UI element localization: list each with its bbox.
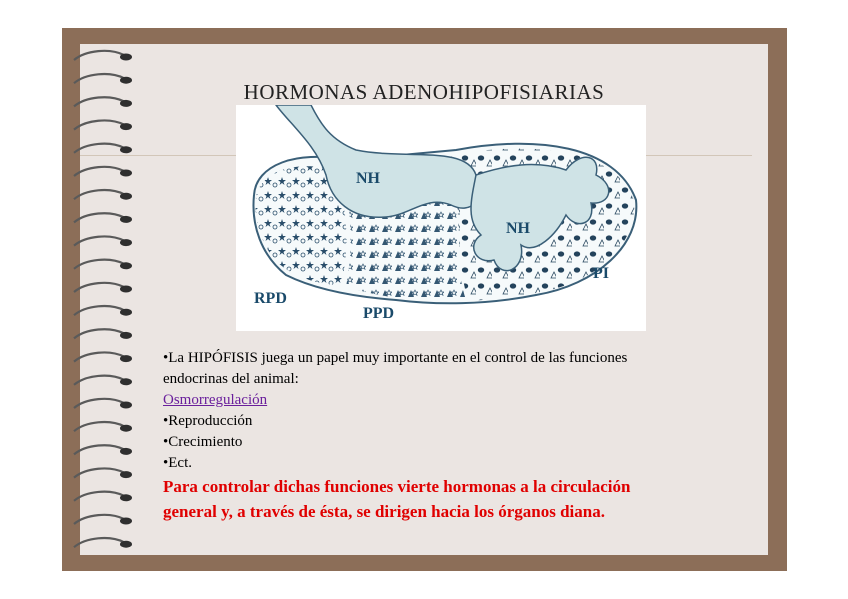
binding-hole [120, 170, 132, 177]
binding-ring [74, 283, 124, 292]
spiral-binding [66, 40, 146, 560]
binding-hole [120, 402, 132, 409]
osmorregulacion-link[interactable]: Osmorregulación [163, 392, 268, 408]
slide-title: HORMONAS ADENOHIPOFISIARIAS [243, 80, 605, 104]
intro-line-1: •La HIPÓFISIS juega un papel muy importante en el control de las funciones [163, 350, 628, 366]
binding-hole [120, 239, 132, 246]
binding-ring [74, 167, 124, 176]
binding-hole [120, 193, 132, 200]
binding-ring [74, 329, 124, 338]
list-item-reproduccion: •Reproducción [163, 413, 253, 429]
binding-ring [74, 515, 124, 524]
binding-hole [120, 332, 132, 339]
binding-hole [120, 286, 132, 293]
binding-hole [120, 541, 132, 548]
binding-hole [120, 448, 132, 455]
binding-ring [74, 352, 124, 361]
label-pi: PI [593, 265, 609, 282]
label-rpd: RPD [254, 290, 287, 307]
binding-hole [120, 494, 132, 501]
pituitary-illustration [236, 105, 646, 331]
binding-hole [120, 425, 132, 432]
binding-hole [120, 123, 132, 130]
binding-hole [120, 309, 132, 316]
binding-ring [74, 190, 124, 199]
binding-hole [120, 471, 132, 478]
binding-ring [74, 260, 124, 269]
binding-hole [120, 518, 132, 525]
binding-ring [74, 492, 124, 501]
binding-ring [74, 422, 124, 431]
label-nh-top: NH [356, 170, 380, 187]
binding-hole [120, 216, 132, 223]
binding-ring [74, 120, 124, 129]
list-item-crecimiento: •Crecimiento [163, 434, 243, 450]
binding-hole [120, 54, 132, 61]
binding-ring [74, 538, 124, 547]
binding-ring [74, 51, 124, 60]
intro-line-2: endocrinas del animal: [163, 371, 299, 387]
binding-ring [74, 236, 124, 245]
binding-hole [120, 355, 132, 362]
label-nh-inner: NH [506, 220, 530, 237]
binding-ring [74, 468, 124, 477]
binding-ring [74, 213, 124, 222]
binding-ring [74, 376, 124, 385]
slide-body [163, 348, 763, 524]
binding-ring [74, 144, 124, 153]
binding-ring [74, 306, 124, 315]
conclusion-line-1: Para controlar dichas funciones vierte hormonas a la circulación [163, 477, 631, 496]
conclusion-line-2: general y, a través de ésta, se dirigen hacia los órganos diana. [163, 502, 605, 521]
binding-hole [120, 146, 132, 153]
binding-hole [120, 262, 132, 269]
list-item-ect: •Ect. [163, 455, 192, 471]
binding-ring [74, 445, 124, 454]
binding-hole [120, 378, 132, 385]
binding-ring [74, 399, 124, 408]
label-ppd: PPD [363, 305, 395, 322]
pituitary-diagram [236, 105, 646, 331]
